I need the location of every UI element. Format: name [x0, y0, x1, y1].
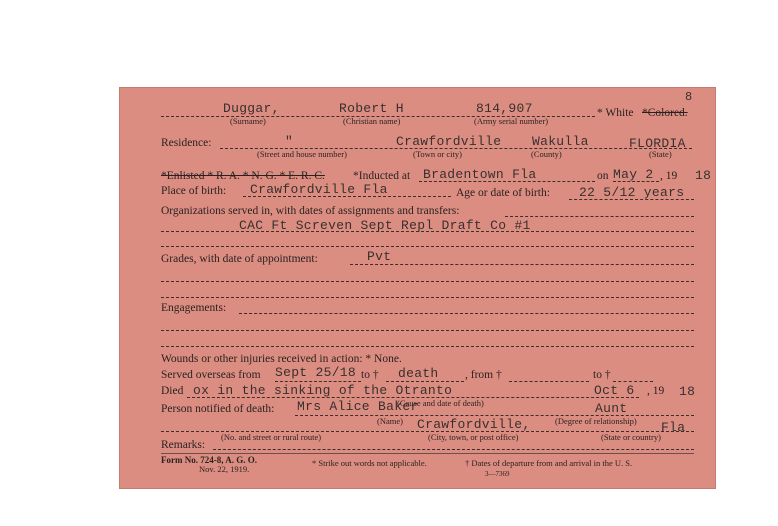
form-number: Form No. 724-8, A. G. O.	[161, 455, 257, 465]
served-from-line	[275, 381, 361, 382]
death-date-value: Oct 6	[594, 383, 635, 398]
birth-place-label: Place of birth:	[161, 185, 227, 197]
from-line	[509, 381, 589, 382]
colored-label: *Colored.	[642, 107, 688, 119]
army-serial-caption: (Army serial number)	[474, 116, 549, 126]
organizations-line-3	[161, 246, 694, 247]
on-label: on	[597, 170, 609, 182]
engagements-line-3	[161, 346, 694, 347]
died-label: Died	[161, 385, 184, 397]
wounds-label: Wounds or other injuries received in action: * None.	[161, 353, 402, 365]
death-year-value: 18	[679, 384, 696, 399]
served-overseas-label: Served overseas from	[161, 369, 261, 381]
died-value: ox in the sinking of the Otranto	[193, 383, 453, 398]
card-number: 8	[685, 90, 693, 104]
surname-value: Duggar,	[223, 101, 280, 116]
state-value: FLORDIA	[629, 136, 686, 151]
remarks-label: Remarks:	[161, 439, 206, 451]
christian-name-caption: (Christian name)	[343, 116, 401, 126]
street-caption: (Street and house number)	[257, 149, 347, 159]
grades-value: Pvt	[367, 249, 392, 264]
to-label-2: to †	[593, 369, 611, 381]
city-caption: (City, town, or post office)	[428, 432, 519, 442]
organizations-value: CAC Ft Screven Sept Repl Draft Co #1	[239, 218, 531, 233]
form-date: Nov. 22, 1919.	[199, 464, 250, 474]
notified-label: Person notified of death:	[161, 403, 275, 415]
age-value: 22 5/12 years	[579, 185, 685, 200]
grades-line-1	[350, 264, 694, 265]
cause-caption: (Cause and date of death)	[397, 398, 484, 408]
grades-line-3	[161, 297, 694, 298]
footer-divider	[161, 453, 694, 454]
relationship-value: Aunt	[595, 401, 628, 416]
enlisted-label: *Enlisted * R. A. * N. G. * E. R. C.	[161, 170, 325, 182]
city-value: Crawfordville	[396, 134, 502, 149]
engagements-line-2	[161, 330, 694, 331]
grades-line-2	[161, 281, 694, 282]
to-label: to †	[361, 369, 379, 381]
print-code: 3—7369	[485, 470, 510, 478]
year-prefix-2: , 19	[647, 385, 665, 397]
from-label: , from †	[465, 369, 502, 381]
strike-note: * Strike out words not applicable.	[312, 458, 427, 468]
served-from-value: Sept 25/18	[275, 365, 357, 380]
street-value: "	[285, 134, 294, 149]
engagements-label: Engagements:	[161, 302, 227, 314]
year-prefix-1: , 19	[660, 170, 678, 182]
town-caption: (Town or city)	[413, 149, 462, 159]
remarks-line	[213, 449, 694, 450]
record-card	[119, 87, 716, 489]
state-caption: (State)	[649, 149, 672, 159]
birth-place-value: Crawfordville Fla	[250, 182, 388, 197]
notified-value: Mrs Alice Baker	[297, 399, 419, 414]
inducted-value: Bradentown Fla	[423, 167, 537, 182]
induct-year-value: 18	[695, 168, 712, 183]
notified-state-value: Fla	[661, 420, 686, 435]
state-country-caption: (State or country)	[601, 432, 661, 442]
organizations-line-1	[505, 216, 694, 217]
notified-city-value: Crawfordville,	[417, 417, 531, 432]
grades-label: Grades, with date of appointment:	[161, 253, 318, 265]
christian-name-value: Robert H	[339, 101, 404, 116]
induct-date-value: May 2	[613, 167, 654, 182]
served-to-line	[386, 381, 464, 382]
name-caption: (Name)	[377, 416, 403, 426]
served-to-value: death	[398, 366, 439, 381]
age-label: Age or date of birth:	[456, 187, 550, 199]
residence-label: Residence:	[161, 137, 212, 149]
organizations-label: Organizations served in, with dates of assignments and transfers:	[161, 205, 460, 217]
county-value: Wakulla	[532, 134, 589, 149]
surname-caption: (Surname)	[230, 116, 266, 126]
inducted-label: *Inducted at	[353, 170, 411, 182]
to-line-2	[613, 381, 653, 382]
relationship-caption: (Degree of relationship)	[555, 416, 637, 426]
county-caption: (County)	[531, 149, 562, 159]
dates-note: † Dates of departure from and arrival in the U. S.	[465, 458, 633, 468]
white-label: * White	[597, 107, 634, 119]
army-serial-value: 814,907	[476, 101, 533, 116]
address-caption: (No. and street or rural route)	[221, 432, 322, 442]
engagements-line-1	[239, 313, 694, 314]
